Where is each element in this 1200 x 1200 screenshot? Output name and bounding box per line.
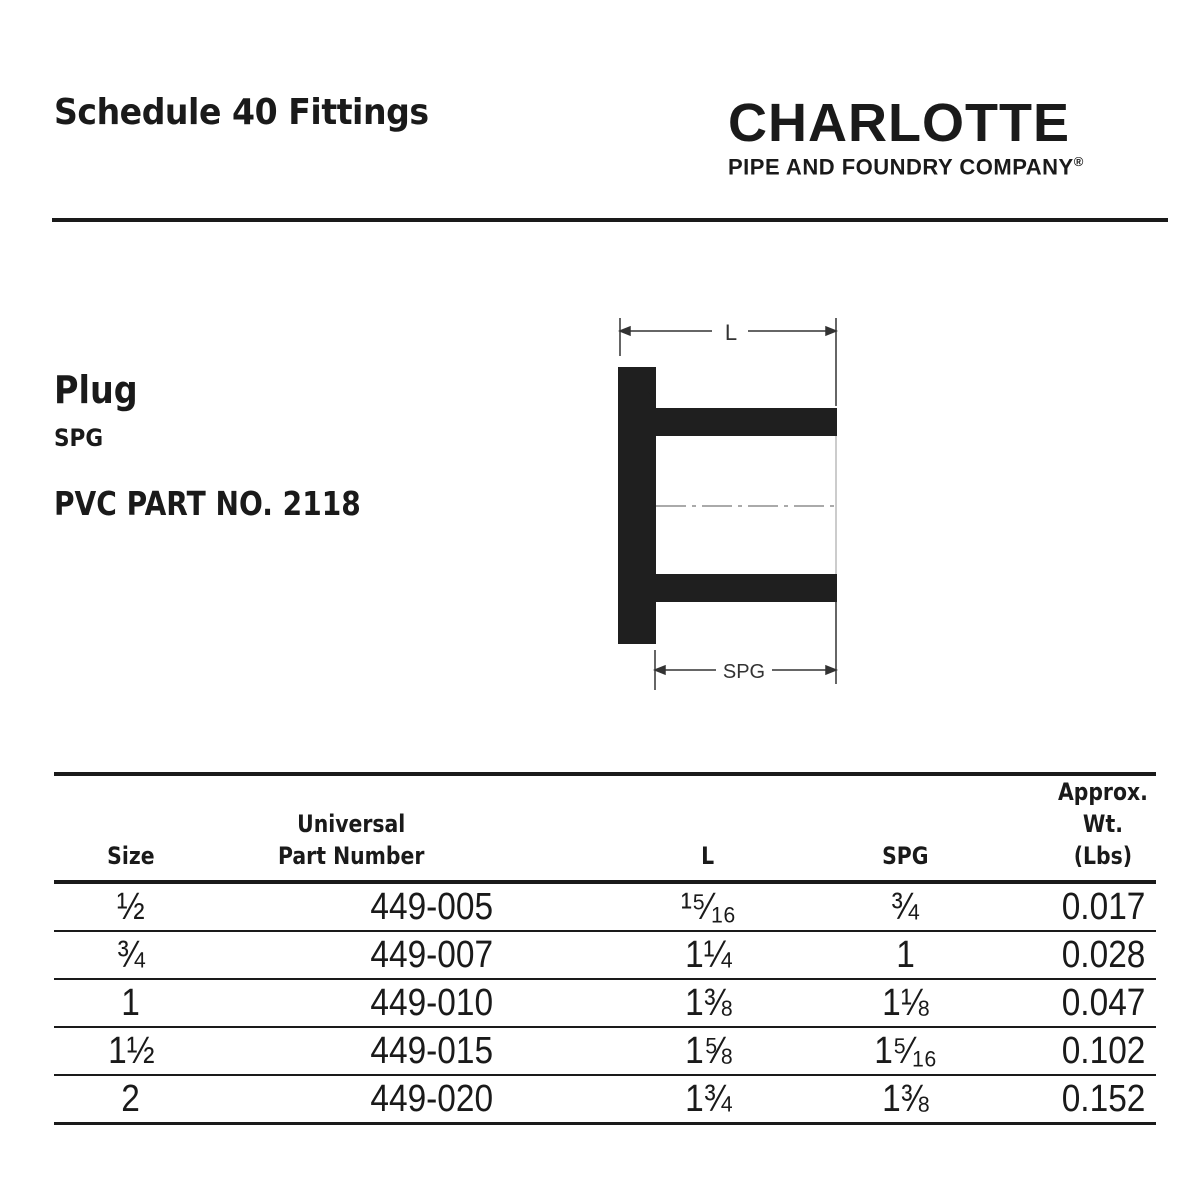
product-subtitle: SPG bbox=[54, 424, 104, 452]
cell-weight: 0.017 bbox=[1050, 882, 1156, 931]
cell-part: 449-015 bbox=[208, 1027, 656, 1075]
cell-size: 2 bbox=[54, 1075, 208, 1124]
cell-spg: 1⁵⁄₁₆ bbox=[760, 1027, 1050, 1075]
page-title: Schedule 40 Fittings bbox=[54, 92, 429, 133]
header-part-number: Universal Part Number bbox=[208, 774, 656, 882]
cell-spg: ¾ bbox=[760, 882, 1050, 931]
table-row bbox=[54, 1075, 1156, 1124]
dimensions-table bbox=[54, 772, 1156, 1125]
table-row bbox=[54, 979, 1156, 1027]
cell-size: 1½ bbox=[54, 1027, 208, 1075]
table-header-row bbox=[54, 774, 1156, 882]
cell-spg: 1⅛ bbox=[760, 979, 1050, 1027]
header-size: Size bbox=[54, 774, 208, 882]
logo-tagline-text: PIPE AND FOUNDRY COMPANY bbox=[728, 154, 1074, 180]
product-name: Plug bbox=[54, 368, 138, 412]
length-label: L bbox=[724, 320, 738, 345]
cell-weight: 0.028 bbox=[1050, 931, 1156, 979]
header-weight: Approx. Wt. (Lbs) bbox=[1050, 774, 1156, 882]
cell-size: ½ bbox=[54, 882, 208, 931]
spg-label: SPG bbox=[722, 661, 766, 683]
header-spg: SPG bbox=[760, 774, 1050, 882]
table-row bbox=[54, 882, 1156, 931]
cell-weight: 0.102 bbox=[1050, 1027, 1156, 1075]
cell-size: ¾ bbox=[54, 931, 208, 979]
cell-l: 1¼ bbox=[656, 931, 760, 979]
table-row bbox=[54, 1027, 1156, 1075]
cell-part: 449-020 bbox=[208, 1075, 656, 1124]
cell-part: 449-007 bbox=[208, 931, 656, 979]
cell-spg: 1 bbox=[760, 931, 1050, 979]
cell-spg: 1⅜ bbox=[760, 1075, 1050, 1124]
cell-part: 449-005 bbox=[208, 882, 656, 931]
header-l: L bbox=[656, 774, 760, 882]
table-row bbox=[54, 931, 1156, 979]
registered-mark: ® bbox=[1073, 154, 1084, 169]
part-number: PVC PART NO. 2118 bbox=[54, 484, 361, 523]
cell-l: 1⅝ bbox=[656, 1027, 760, 1075]
cell-l: 1⅜ bbox=[656, 979, 760, 1027]
cell-size: 1 bbox=[54, 979, 208, 1027]
cell-weight: 0.047 bbox=[1050, 979, 1156, 1027]
logo-wordmark: CHARLOTTE bbox=[728, 93, 1070, 153]
cell-weight: 0.152 bbox=[1050, 1075, 1156, 1124]
cell-l: ¹⁵⁄₁₆ bbox=[656, 882, 760, 931]
cell-l: 1¾ bbox=[656, 1075, 760, 1124]
cell-part: 449-010 bbox=[208, 979, 656, 1027]
